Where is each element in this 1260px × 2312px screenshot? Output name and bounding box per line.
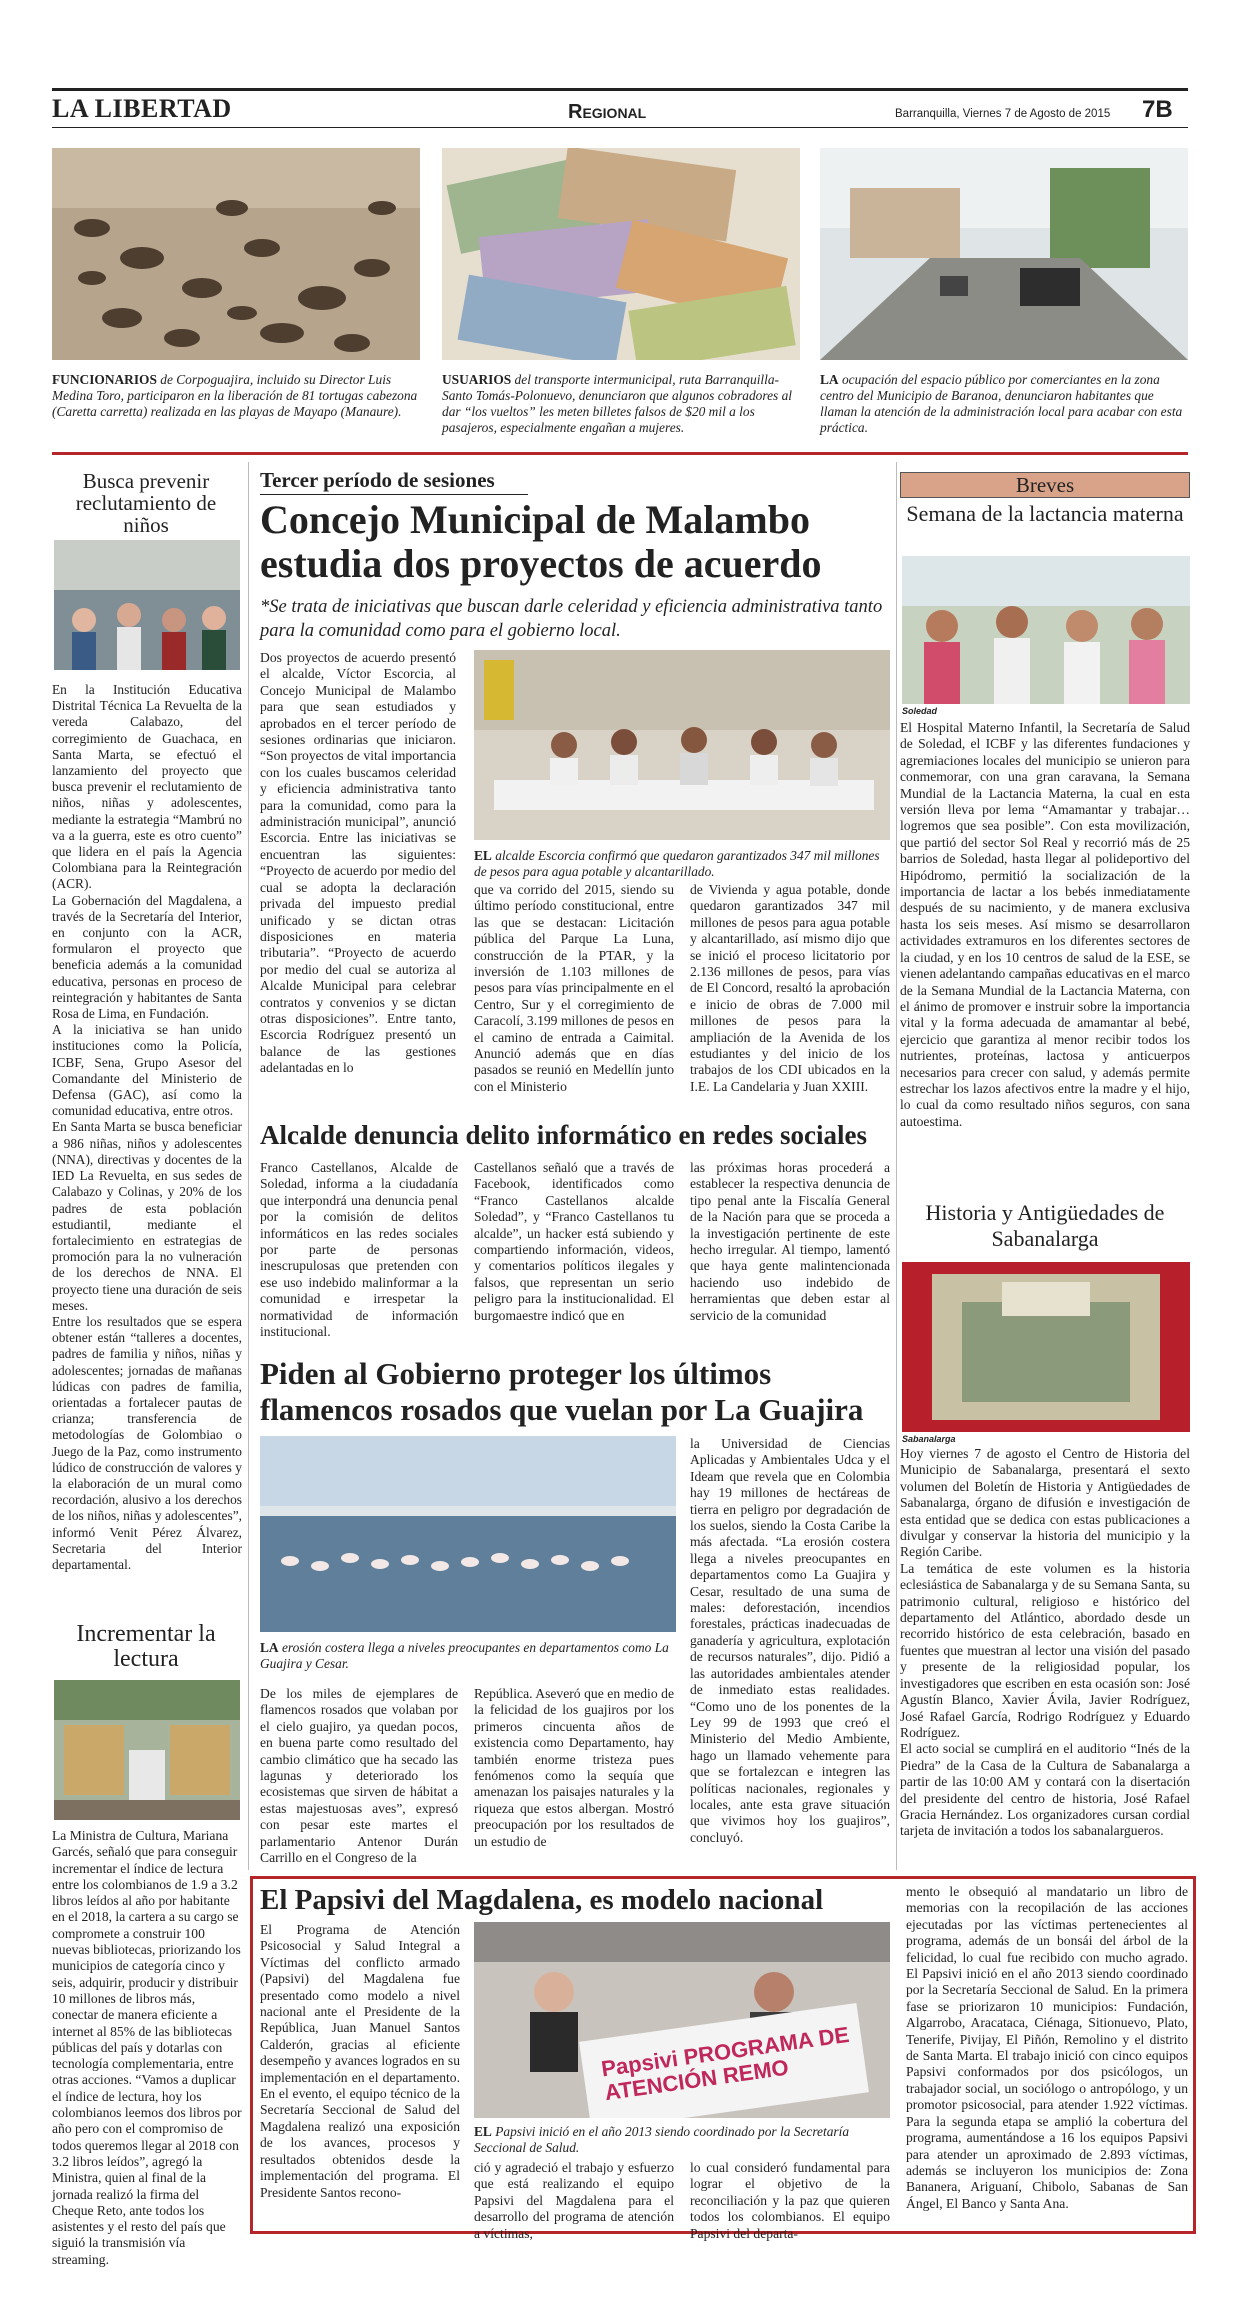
paper-name: LA LIBERTAD xyxy=(52,94,232,123)
papsivi-col3: lo cual consideró fundamental para lograr el objetivo de la reconciliación y la paz que quieren todos los colombianos. El equipo Papsivi del departa- xyxy=(690,2160,890,2241)
main-col3: de Vivienda y agua potable, donde quedaron garantizados 347 mil millones de pesos para agua potable y alcantarillado, así mismo dijo que se inició el proceso licitatorio por 2.136 millones de pesos, para vías de El Concord, resaltó la aprobación e inicio de obras de 7.000 mil millones de pesos para la ampliación de la Avenida de los estudiantes y del inicio de los trabajos de los CDI ubicados en la I.E. La Candelaria y Juan XXIII. xyxy=(690,882,890,1094)
left-story1-p5: Entre los resultados que se espera obtener están “talleres a docentes, padres de familia y niños, niñas y adolescentes; jornadas de mañanas lúdicas con padres de familia, orientadas a fortalecer pautas de crianza; transferencia de metodologías de Golombiao o Juego de la Paz, como instrumento lúdico de construcción de valores y la elaboración de un mural como recordación, alusivo a los derechos de los niños, niñas y adolescentes”, informó Venit Pérez Álvarez, Secretaria del Interior departamental. xyxy=(52,1313,242,1572)
main-deck: *Se trata de iniciativas que buscan darle celeridad y eficiencia administrativa tanto para la comunidad como para el gobierno local. xyxy=(260,597,883,641)
right-story2-body xyxy=(900,1446,1190,1840)
issue-date: Barranquilla, Viernes 7 de Agosto de 2015 xyxy=(895,108,1111,120)
top-red-rule xyxy=(52,452,1188,455)
main-col2: que va corrido del 2015, siendo su último período constitucional, entre las que se destacan: Licitación pública del Parque La Luna, construcción de la PTAR, y la inversión de 1.103 millones de pesos para vías principalmente en el Centro, Sur y el corregimiento de Caracolí, 3.199 millones de pesos en el camino de entrada a Caimital. Anunció además que en días pasados se reunió en Medellín junto con el Ministerio xyxy=(474,882,674,1094)
flamingos-photo-image xyxy=(260,1436,676,1632)
page-number: 7B xyxy=(1142,96,1173,123)
street-photo-image xyxy=(820,148,1188,360)
flamencos-photo-caption-lead: LA xyxy=(260,1640,279,1655)
main-kicker: Tercer período de sesiones xyxy=(260,468,495,492)
flamencos-headline: Piden al Gobierno proteger los últimos flamencos rosados que vuelan por La Guajira xyxy=(260,1356,864,1427)
right-story2-p3: El acto social se cumplirá en el auditorio “Inés de la Piedra” de la Casa de la Cultura de Sabanalarga a partir de las 10:00 AM y contará con la disertación del presidente del centro de historia, José Rafael Gracia Hernández. Los organizadores cursan cordial tarjeta de invitación a todos los sabanalargueros. xyxy=(900,1741,1190,1839)
left-story2-photo xyxy=(54,1680,240,1820)
top-caption-2-text: del transporte intermunicipal, ruta Barranquilla-Santo Tomás-Polonuevo, denunciaron que algunos cobradores al dar “los vueltos” les meten billetes falsos de $20 mil a los pasajeros, especialmente engañan a mujeres. xyxy=(442,372,792,435)
papsivi-col4: mento le obsequió al mandatario un libro de memorias con la recopilación de las acciones ejecutadas por las víctimas pertenecientes al programa, además de un bonsái del árbol de la felicidad, lo cual fue recibido con mucho agrado. El Papsivi inició en el año 2013 siendo coordinado por la Secretaría Seccional de Salud. En la primera fase se priorizaron 10 municipios: Fundación, Algarrobo, Aracataca, Ciénaga, Sitionuevo, Plato, Tenerife, Pivijay, El Piñón, Remolino y el distrito de Santa Marta. El trabajo inició con cinco equipos Papsivi conformados por dos psicólogos, un trabajador social, un sociólogo o antropólogo, y un promotor psicosocial, para atender 1.922 víctimas. Para la segunda etapa se amplió la cobertura del programa, aumentándose a 16 los equipos Papsivi para atender un aproximado de 2.893 víctimas, además se incluyeron los municipios de: Zona Bananera, Ariguaní, Chibolo, Sabanas de San Ángel, El Banco y Santa Ana. xyxy=(906,1884,1188,2211)
meeting-photo-image xyxy=(474,650,890,840)
turtles-photo-image xyxy=(52,148,420,360)
flamencos-photo-caption-text: erosión costera llega a niveles preocupantes en departamentos como La Guajira y Cesar. xyxy=(260,1640,669,1671)
papsivi-photo-caption-lead: EL xyxy=(474,2124,492,2139)
right-story1-title: Semana de la lactancia materna xyxy=(906,501,1184,526)
top-caption-2-lead: USUARIOS xyxy=(442,372,512,387)
right-story1-photo xyxy=(902,556,1190,704)
masthead-bottom-rule xyxy=(52,127,1188,128)
top-photo-street xyxy=(820,148,1188,360)
main-photo-caption-lead: EL xyxy=(474,848,492,863)
right-story2-photo-label: Sabanalarga xyxy=(902,1434,956,1444)
right-story2-p1: Hoy viernes 7 de agosto el Centro de Historia del Municipio de Sabanalarga, presentará el sexto volumen del Boletín de Historia y Antigüedades de Sabanalarga, órgano de difusión e investigación de esta entidad que se dedica con estas publicaciones a divulgar y conservar la historia del municipio y la Región Caribe. xyxy=(900,1446,1190,1560)
lactation-photo-image xyxy=(902,556,1190,704)
flamencos-col1: De los miles de ejemplares de flamencos rosados que volaban por el cielo guajiro, ya quedan pocos, en buena parte como resultado del cambio climático que ha secado las lagunas y deteriorado los ecosistemas que sirven de hábitat a estas majestuosas aves”, expresó con pesar este martes el parlamentario Antenor Durán Carrillo en el Congreso de la xyxy=(260,1686,458,1866)
left-story2-body xyxy=(52,1828,242,2268)
left-story1-p2: La Gobernación del Magdalena, a través de la Secretaría del Interior, en conjunto con la ACR, formularon el proyecto que beneficia además a la comunidad educativa, personas en proceso de reintegración y habitantes de Santa Rosa de Lima, en Fundación. xyxy=(52,892,242,1022)
left-story2-title: Incrementar la lectura xyxy=(76,1621,216,1672)
breves-label-box xyxy=(900,472,1190,498)
breves-label: Breves xyxy=(1015,473,1075,497)
flamencos-photo xyxy=(260,1436,676,1632)
papsivi-photo xyxy=(474,1922,890,2118)
left-story2-p1: La Ministra de Cultura, Mariana Garcés, señaló que para conseguir incrementar el índice de lectura entre los colombianos de 1.9 a 3.2 libros leídos al año por habitante en el 2018, la cartera a su cargo se compromete a construir 100 nuevas bibliotecas, priorizando los municipios de categoría cinco y seis, adquirir, producir y distribuir 10 millones de libros más, conectar de manera eficiente a internet al 85% de las bibliotecas públicas del país y dotarlas con tecnología complementaria, entre otras acciones. “Vamos a duplicar el índice de lectura, hoy los colombianos leemos dos libros por año pero con el compromiso de todos queremos llegar al 2018 con 3.2 libros leídos”, agregó la Ministra, quien al final de la jornada realizó la firma del Cheque Reto, ante todos los asistentes y el resto del país que siguió la transmisión vía streaming. xyxy=(52,1828,242,2267)
main-photo-caption xyxy=(474,848,890,880)
left-story1-p3: A la iniciativa se han unido instituciones como la Policía, ICBF, Sena, Grupo Asesor del Comandante del Ministerio de Defensa (GAC), así como la comunidad educativa, entre otros. xyxy=(52,1022,242,1119)
library-photo-image xyxy=(54,1680,240,1820)
delito-headline: Alcalde denuncia delito informático en redes sociales xyxy=(260,1120,867,1150)
left-story1-title: Busca prevenir reclutamiento de niños xyxy=(75,469,217,537)
top-caption-3-lead: LA xyxy=(820,372,839,387)
right-story2-p2: La temática de este volumen es la historia eclesiástica de Sabanalarga y de su Semana Santa, su patrimonio cultural, religioso e histórico del departamento del Atlántico, abordado desde un recorrido histórico de esta celebración, basado en fuentes que muestran al lector una visión del pasado y presente de la religiosidad popular, los investigadores que escriben en esta ocasión son: José Agustín Blanco, Xavier Ávila, Javier Rodríguez, José Rafael García, Rodrigo Rodríguez y Eduardo Rodríguez. xyxy=(900,1560,1190,1740)
top-caption-1-lead: FUNCIONARIOS xyxy=(52,372,157,387)
papsivi-photo-caption xyxy=(474,2124,890,2156)
top-photo-money xyxy=(442,148,800,360)
main-photo-caption-text: alcalde Escorcia confirmó que quedaron garantizados 347 mil millones de pesos para agua potable y alcantarillado. xyxy=(474,848,880,879)
left-story1-photo xyxy=(54,540,240,670)
left-story1-p4: En Santa Marta se busca beneficiar a 986 niñas, niños y adolescentes (NNA), directivas y docentes de la IED La Revuelta, en sus sedes de Calabazo y Colinas, y 20% de los padres de esta población estudiantil, mediante el fortalecimiento en estrategias de promoción para la no vulneración de los derechos de NNA. El proyecto tiene una duración de seis meses. xyxy=(52,1119,242,1313)
top-caption-1-text: de Corpoguajira, incluido su Director Luis Medina Toro, participaron en la liberación de 81 tortugas cabezona (Caretta carretta) realizada en las playas de Mayapo (Manaure). xyxy=(52,372,418,419)
main-headline: Concejo Municipal de Malambo estudia dos proyectos de acuerdo xyxy=(260,497,822,586)
main-col1: Dos proyectos de acuerdo presentó el alcalde, Víctor Escorcia, al Concejo Municipal de Malambo para que sean estudiados y aprobados en el tercer período de sesiones ordinarias que iniciaron. “Son proyectos de vital importancia con los cuales buscamos celeridad y eficiencia administrativa tanto para la comunidad, como para la administración municipal”, anunció Escorcia. Entre las iniciativas se encuentran las siguientes: “Proyecto de acuerdo por medio del cual se adopta la declaración privada del impuesto predial unificado y se dictan otras disposiciones en materia tributaria”. “Proyecto de acuerdo por medio del cual se autoriza al Alcalde Municipal para celebrar contratos y convenios y se dictan otras disposiciones”. Entre tanto, Escorcia Rodríguez presentó un balance de las gestiones adelantadas en lo xyxy=(260,650,456,1076)
left-story1-body xyxy=(52,682,242,1573)
main-photo xyxy=(474,650,890,840)
right-column-divider xyxy=(896,462,897,1870)
papsivi-col1: El Programa de Atención Psicosocial y Salud Integral a Víctimas del conflicto armado (Papsivi) del Magdalena fue presentado como modelo a nivel nacional ante el Presidente de la República, Juan Manuel Santos Calderón, gracias al eficiente desempeño y avances logrados en su implementación en el departamento. En el evento, el equipo técnico de la Secretaría Seccional de Salud del Magdalena realizó una exposición de los avances, procesos y resultados obtenidos desde la implementación del programa. El Presidente Santos recono- xyxy=(260,1922,460,2200)
kicker-underline xyxy=(260,494,528,495)
flamencos-col2: República. Aseveró que en medio de la felicidad de los guajiros por los primeros cincuenta años de existencia como Departamento, hay también enorme tristeza pues fenómenos como la sequía que amenazan los paisajes naturales y la riqueza que estos albergan. Mostró preocupación por los resultados de un estudio de xyxy=(474,1686,674,1849)
papsivi-banner-text: Papsivi PROGRAMA DE ATENCIÓN REMO xyxy=(599,2021,851,2106)
top-caption-2 xyxy=(442,372,802,436)
top-caption-3 xyxy=(820,372,1188,436)
banknotes-photo-image xyxy=(442,148,800,360)
delito-col2: Castellanos señaló que a través de Facebook, identificados como “Franco Castellanos alcalde Soledad”, y “Franco Castellanos tu alcalde”, un hacker está subiendo y compartiendo información, videos, y comentarios políticos ilegales y falsos, que representan un serio peligro para la institucionalidad. El burgomaestre indicó que en xyxy=(474,1160,674,1323)
flamencos-photo-caption xyxy=(260,1640,676,1672)
masthead-top-rule xyxy=(52,88,1188,91)
papsivi-photo-caption-text: Papsivi inició en el año 2013 siendo coordinado por la Secretaría Seccional de Salud. xyxy=(474,2124,850,2155)
right-story1-photo-label: Soledad xyxy=(902,706,938,716)
papsivi-headline: El Papsivi del Magdalena, es modelo nacional xyxy=(260,1884,824,1916)
top-caption-3-text: ocupación del espacio público por comerciantes en la zona centro del Municipio de Baranoa, denunciaron habitantes que llaman la atención de la administración local para acabar con esta práctica. xyxy=(820,372,1183,435)
right-story1-body: El Hospital Materno Infantil, la Secretaría de Salud de Soledad, el ICBF y las diferentes fundaciones y agremiaciones locales del municipio se unieron para conmemorar, con una gran caravana, la Semana Mundial de la Lactancia Materna, la cual en esta versión lleva por lema “Amamantar y trabajar…logremos que sea posible”. Con esta movilización, que partió del sector Sol Real y recorrió más de 25 barrios de Soledad, hasta llegar al polideportivo del Hipódromo, permitió la socialización de la importancia de lactar a los bebés inmediatamente después de su nacimiento, y de manera exclusiva hasta los seis meses. Así mismo se desarrollaron actividades extramuros en los diferentes sectores de la ciudad, y en los 10 centros de salud de la ESE, se vienen adelantando campañas educativas en el marco de la Semana Mundial de la Lactancia Materna, con el ánimo de promover e instruir sobre la importancia vital y la forma adecuada de amamantar al bebé, ejercicio que garantiza al menor recibir todos los nutrientes, proteínas, lactosa y anticuerpos necesarios para crecer con salud, y además permite estrechar los lazos afectivos entre la madre y el hijo, lo cual da como resultado niños seguros, con sana autoestima. xyxy=(900,720,1190,1129)
top-caption-1 xyxy=(52,372,422,420)
left-story1-p1: En la Institución Educativa Distrital Técnica La Revuelta de la vereda Calabazo, del corregimiento de Guachaca, en Santa Marta, se efectuó el lanzamiento del proyecto que busca prevenir el reclutamiento de niños, niñas y adolescentes, mediante la estrategia “Mambrú no va a la guerra, este es otro cuento” que lidera en el país la Agencia Colombiana para la Reintegración (ACR). xyxy=(52,682,242,892)
left-column-divider xyxy=(248,462,249,1870)
sabanalarga-photo-image xyxy=(902,1262,1190,1432)
top-photo-turtles xyxy=(52,148,420,360)
papsivi-col2: ció y agradeció el trabajo y esfuerzo que está realizando el equipo Papsivi del Magdalena para el desarrollo del programa de atención a víctimas, xyxy=(474,2160,674,2241)
right-story2-photo xyxy=(902,1262,1190,1432)
right-story2-title: Historia y Antigüedades de Sabanalarga xyxy=(925,1200,1165,1251)
delito-col3: las próximas horas procederá a establecer la respectiva denuncia de tipo penal ante la Fiscalía General de la Nación para que se proceda a la investigación pertinente de este hecho irregular. Al tiempo, lamentó que haya gente malintencionada haciendo uso indebido de herramientas que deben estar al servicio de la comunidad xyxy=(690,1160,890,1323)
classroom-photo-image xyxy=(54,540,240,670)
delito-col1: Franco Castellanos, Alcalde de Soledad, informa a la ciudadanía que interpondrá una denuncia penal por la comisión de delitos informáticos en las redes sociales por parte de personas inescrupulosas que pretenden con ese uso indebido malinformar a la comunidad e irrespetar la normatividad de información institucional. xyxy=(260,1160,458,1340)
flamencos-col3: la Universidad de Ciencias Aplicadas y Ambientales Udca y el Ideam que revela que en Colombia hay 19 millones de hectáreas de tierra en peligro por degradación de los suelos, siendo la Costa Caribe la más afectada. “La erosión costera llega a niveles preocupantes en departamentos como La Guajira y Cesar, resultado de una suma de males: deforestación, incendios forestales, prácticas inadecuadas de ganadería y agricultura, explotación de recursos naturales”, dijo. Pidió a las autoridades ambientales atender de inmediato estas realidades. “Como uno de los ponentes de la Ley 99 de 1993 que creó el Ministerio del Medio Ambiente, hago un llamado vehemente para que se fortalezcan e integren las políticas nacionales, regionales y locales, ante esta grave situación que vivimos hoy los guajiros”, concluyó. xyxy=(690,1436,890,1845)
section-name: Regional xyxy=(568,101,647,123)
